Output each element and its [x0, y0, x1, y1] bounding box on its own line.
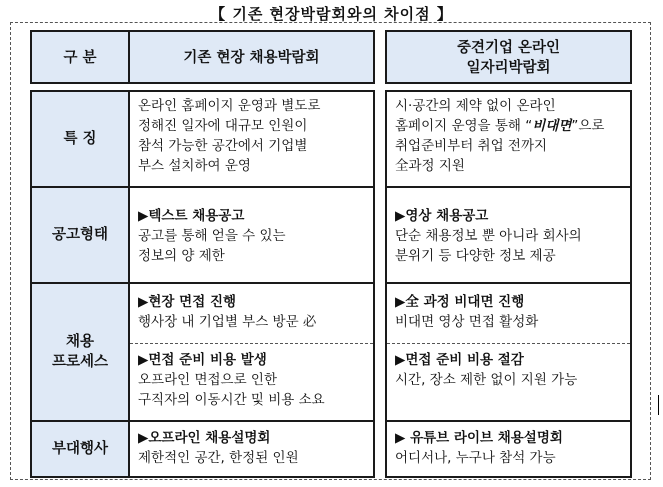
- feature-old-line: 온라인 홈페이지 운영과 별도로: [138, 98, 321, 114]
- feature-new-cell: [386, 91, 631, 187]
- side-event-row: [31, 421, 631, 477]
- feature-old-line: 부스 설치하여 운영: [138, 158, 251, 174]
- process-old-a-body: 행사장 내 기업별 부스 방문 必: [138, 314, 317, 330]
- side-event-old-body: 제한적인 공간, 한정된 인원: [138, 450, 299, 466]
- feature-new-line: 시·공간의 제약 없이 온라인: [395, 98, 556, 114]
- header-category: 구 분: [31, 31, 129, 83]
- notice-old-line: 공고를 통해 얻을 수 있는: [138, 228, 286, 244]
- label-side-event: 부대행사: [31, 421, 129, 477]
- label-feature: 특 징: [31, 91, 129, 187]
- feature-new-line: 全과정 지원: [395, 158, 465, 174]
- text-cursor: [658, 395, 659, 415]
- process-new-b-cell: [386, 343, 631, 421]
- notice-new-head: ▶영상 채용공고: [395, 208, 489, 224]
- emphasis-untact: 비대면: [532, 118, 572, 134]
- header-online-fair: [386, 31, 631, 83]
- side-event-new-body: 어디서나, 누구나 참석 가능: [395, 450, 556, 466]
- process-new-a-head: ▶全 과정 비대면 진행: [395, 294, 525, 310]
- process-old-b-head: ▶면접 준비 비용 발생: [138, 351, 267, 368]
- side-event-old-head: ▶오프라인 채용설명회: [138, 430, 271, 446]
- label-process: [31, 283, 129, 421]
- process-new-b-body: 시간, 장소 제한 없이 지원 가능: [395, 371, 578, 388]
- feature-new-line: 취업준비부터 취업 전까지: [395, 138, 548, 154]
- label-notice: 공고형태: [31, 187, 129, 283]
- label-process-line2: 프로세스: [51, 354, 109, 370]
- feature-old-line: 정해진 일자에 대규모 인원이: [138, 118, 308, 134]
- process-new-a-cell: [386, 283, 631, 343]
- comparison-table: [30, 30, 632, 478]
- process-new-b-head: ▶면접 준비 비용 절감: [395, 351, 524, 368]
- header-online-line1: 중견기업 온라인: [456, 40, 561, 56]
- side-event-new-head: ▶ 유튜브 라이브 채용설명회: [395, 430, 563, 446]
- side-event-old-cell: [129, 421, 374, 477]
- notice-row: [31, 187, 631, 283]
- feature-row: [31, 91, 631, 187]
- process-old-a-head: ▶현장 면접 진행: [138, 294, 237, 310]
- process-old-b-cell: [129, 343, 374, 421]
- notice-old-line: 정보의 양 제한: [138, 248, 225, 264]
- feature-new-line: 홈페이지 운영을 통해 “비대면”으로: [395, 118, 605, 134]
- notice-new-cell: [386, 187, 631, 283]
- header-old-fair: 기존 현장 채용박람회: [129, 31, 374, 83]
- feature-old-cell: [129, 91, 374, 187]
- notice-old-cell: [129, 187, 374, 283]
- notice-new-line: 분위기 등 다양한 정보 제공: [395, 248, 556, 264]
- process-old-a-cell: [129, 283, 374, 343]
- process-old-b-line: 구직자의 이동시간 및 비용 소요: [138, 391, 325, 408]
- header-row: [31, 31, 631, 83]
- process-new-a-body: 비대면 영상 면접 활성화: [395, 314, 539, 330]
- label-process-line1: 채용: [65, 334, 94, 350]
- feature-old-line: 참석 가능한 공간에서 기업별: [138, 138, 308, 154]
- process-row-a: [31, 283, 631, 343]
- column-gap: [374, 31, 386, 83]
- notice-old-head: ▶텍스트 채용공고: [138, 208, 245, 224]
- document-title: 【 기존 현장박람회와의 차이점 】: [210, 5, 453, 23]
- process-old-b-line: 오프라인 면접으로 인한: [138, 371, 277, 388]
- side-event-new-cell: [386, 421, 631, 477]
- notice-new-line: 단순 채용정보 뿐 아니라 회사의: [395, 228, 582, 244]
- header-online-line2: 일자리박람회: [466, 60, 551, 76]
